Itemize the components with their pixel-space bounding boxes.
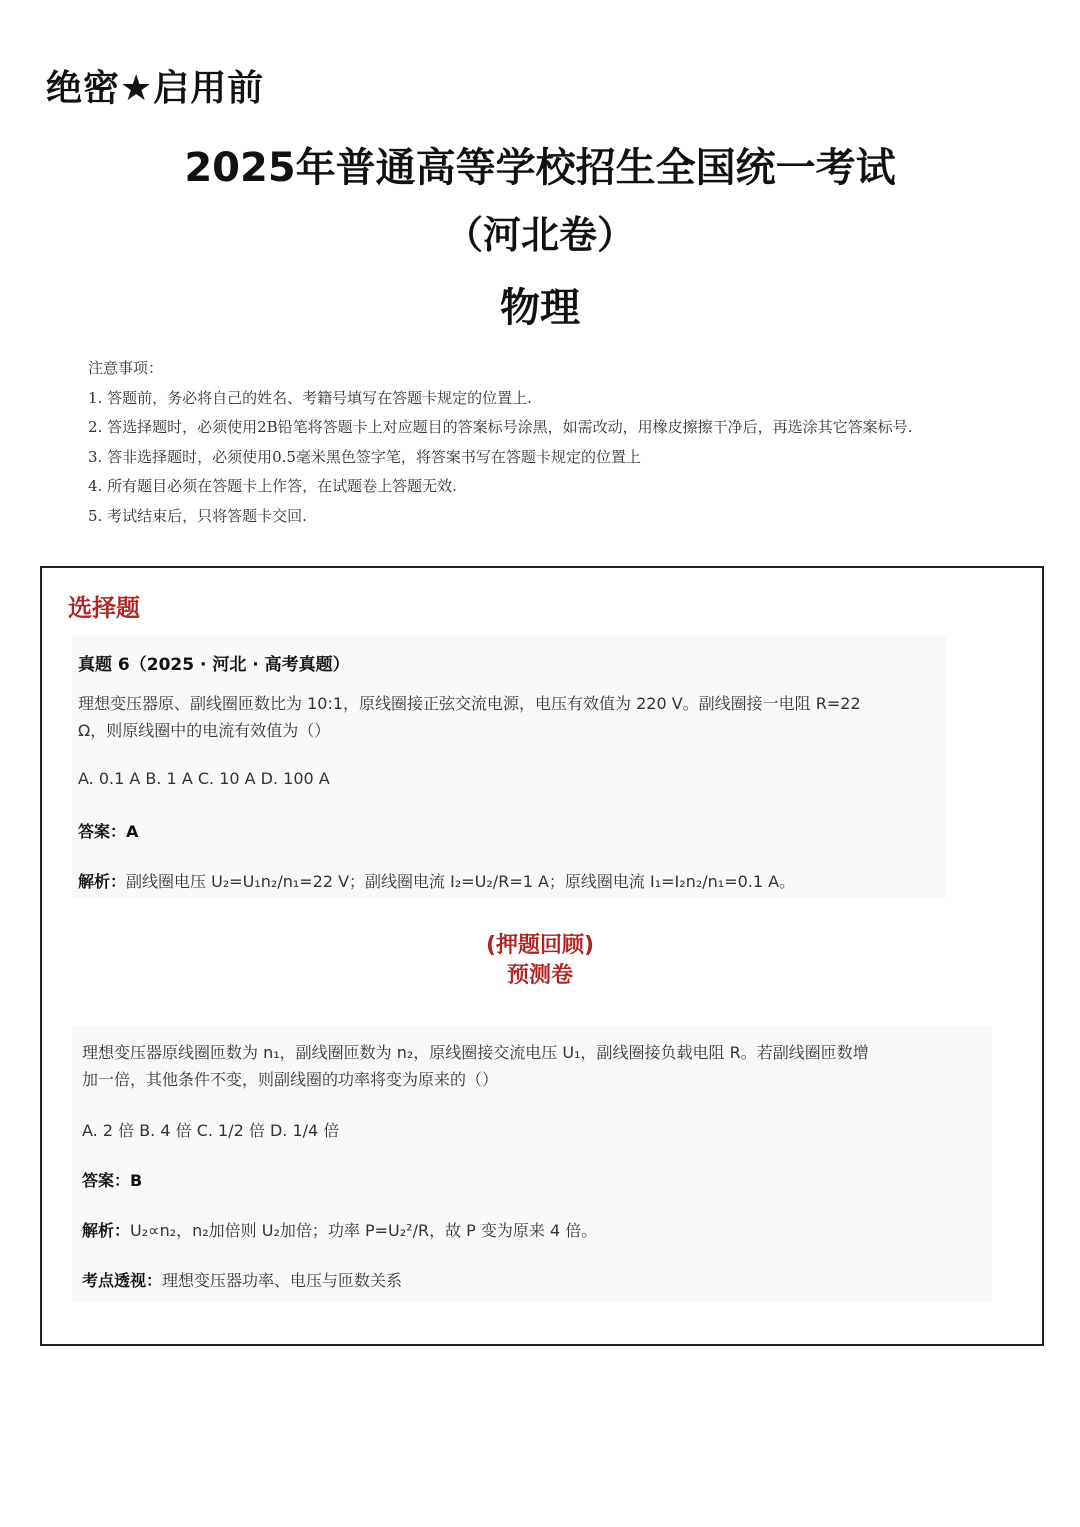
question-heading: 真题 6（2025 · 河北 · 高考真题） xyxy=(78,655,350,675)
answer-value: B xyxy=(130,1171,143,1190)
answer-row xyxy=(82,1168,142,1191)
notes-item: 1. 答题前，务必将自己的姓名、考籍号填写在答题卡规定的位置上. xyxy=(88,388,532,407)
answer-label: 答案： xyxy=(82,1171,131,1190)
section-title: 选择题 xyxy=(68,594,140,622)
answer-value: A xyxy=(126,822,139,841)
analysis-row xyxy=(78,869,795,892)
analysis-row xyxy=(82,1218,597,1241)
notes-item: 3. 答非选择题时，必须使用0.5毫米黑色签字笔，将答案书写在答题卡规定的位置上 xyxy=(88,447,641,466)
analysis-text: 副线圈电压 U₂=U₁n₂/n₁=22 V；副线圈电流 I₂=U₂/R=1 A；原线圈电流 I₁=I₂n₂/n₁=0.1 A。 xyxy=(126,872,796,891)
notes-heading: 注意事项： xyxy=(88,359,164,377)
notes-item: 5. 考试结束后，只将答题卡交回. xyxy=(88,506,307,525)
analysis-label: 解析： xyxy=(82,1221,131,1240)
subject-title: 物理 xyxy=(500,285,580,331)
province-label: （河北卷） xyxy=(444,213,635,257)
question-stem-line: 理想变压器原、副线圈匝数比为 10:1，原线圈接正弦交流电源，电压有效值为 220 V。副线圈接一电阻 R=22 xyxy=(78,694,861,713)
notes-item: 2. 答选择题时，必须使用2B铅笔将答题卡上对应题目的答案标号涂黑，如需改动，用橡皮擦擦干净后，再选涂其它答案标号. xyxy=(88,418,913,436)
notes-section xyxy=(88,356,1048,533)
question-card-real xyxy=(72,636,946,898)
key-point-row xyxy=(82,1268,402,1291)
question-stem-line: 理想变压器原线圈匝数为 n₁，副线圈匝数为 n₂，原线圈接交流电压 U₁，副线圈接负载电阻 R。若副线圈匝数增 xyxy=(82,1043,869,1062)
question-stem-line: 加一倍，其他条件不变，则副线圈的功率将变为原来的（） xyxy=(82,1070,499,1089)
secret-label: 绝密★启用前 xyxy=(46,68,265,109)
exam-title: 2025年普通高等学校招生全国统一考试 xyxy=(184,145,896,191)
answer-row xyxy=(78,819,138,842)
question-options: A. 2 倍 B. 4 倍 C. 1/2 倍 D. 1/4 倍 xyxy=(82,1121,340,1140)
analysis-text: U₂∝n₂，n₂加倍则 U₂加倍；功率 P=U₂²/R，故 P 变为原来 4 倍。 xyxy=(130,1221,598,1240)
question-options: A. 0.1 A B. 1 A C. 10 A D. 100 A xyxy=(78,769,330,788)
key-point-text: 理想变压器功率、电压与匝数关系 xyxy=(162,1271,403,1290)
answer-label: 答案： xyxy=(78,822,127,841)
review-subtitle: 预测卷 xyxy=(506,963,573,988)
analysis-label: 解析： xyxy=(78,872,127,891)
notes-item: 4. 所有题目必须在答题卡上作答，在试题卷上答题无效. xyxy=(88,477,457,495)
question-stem-line: Ω，则原线圈中的电流有效值为（） xyxy=(78,721,331,740)
key-point-label: 考点透视： xyxy=(82,1271,163,1290)
review-title: (押题回顾) xyxy=(485,933,595,958)
